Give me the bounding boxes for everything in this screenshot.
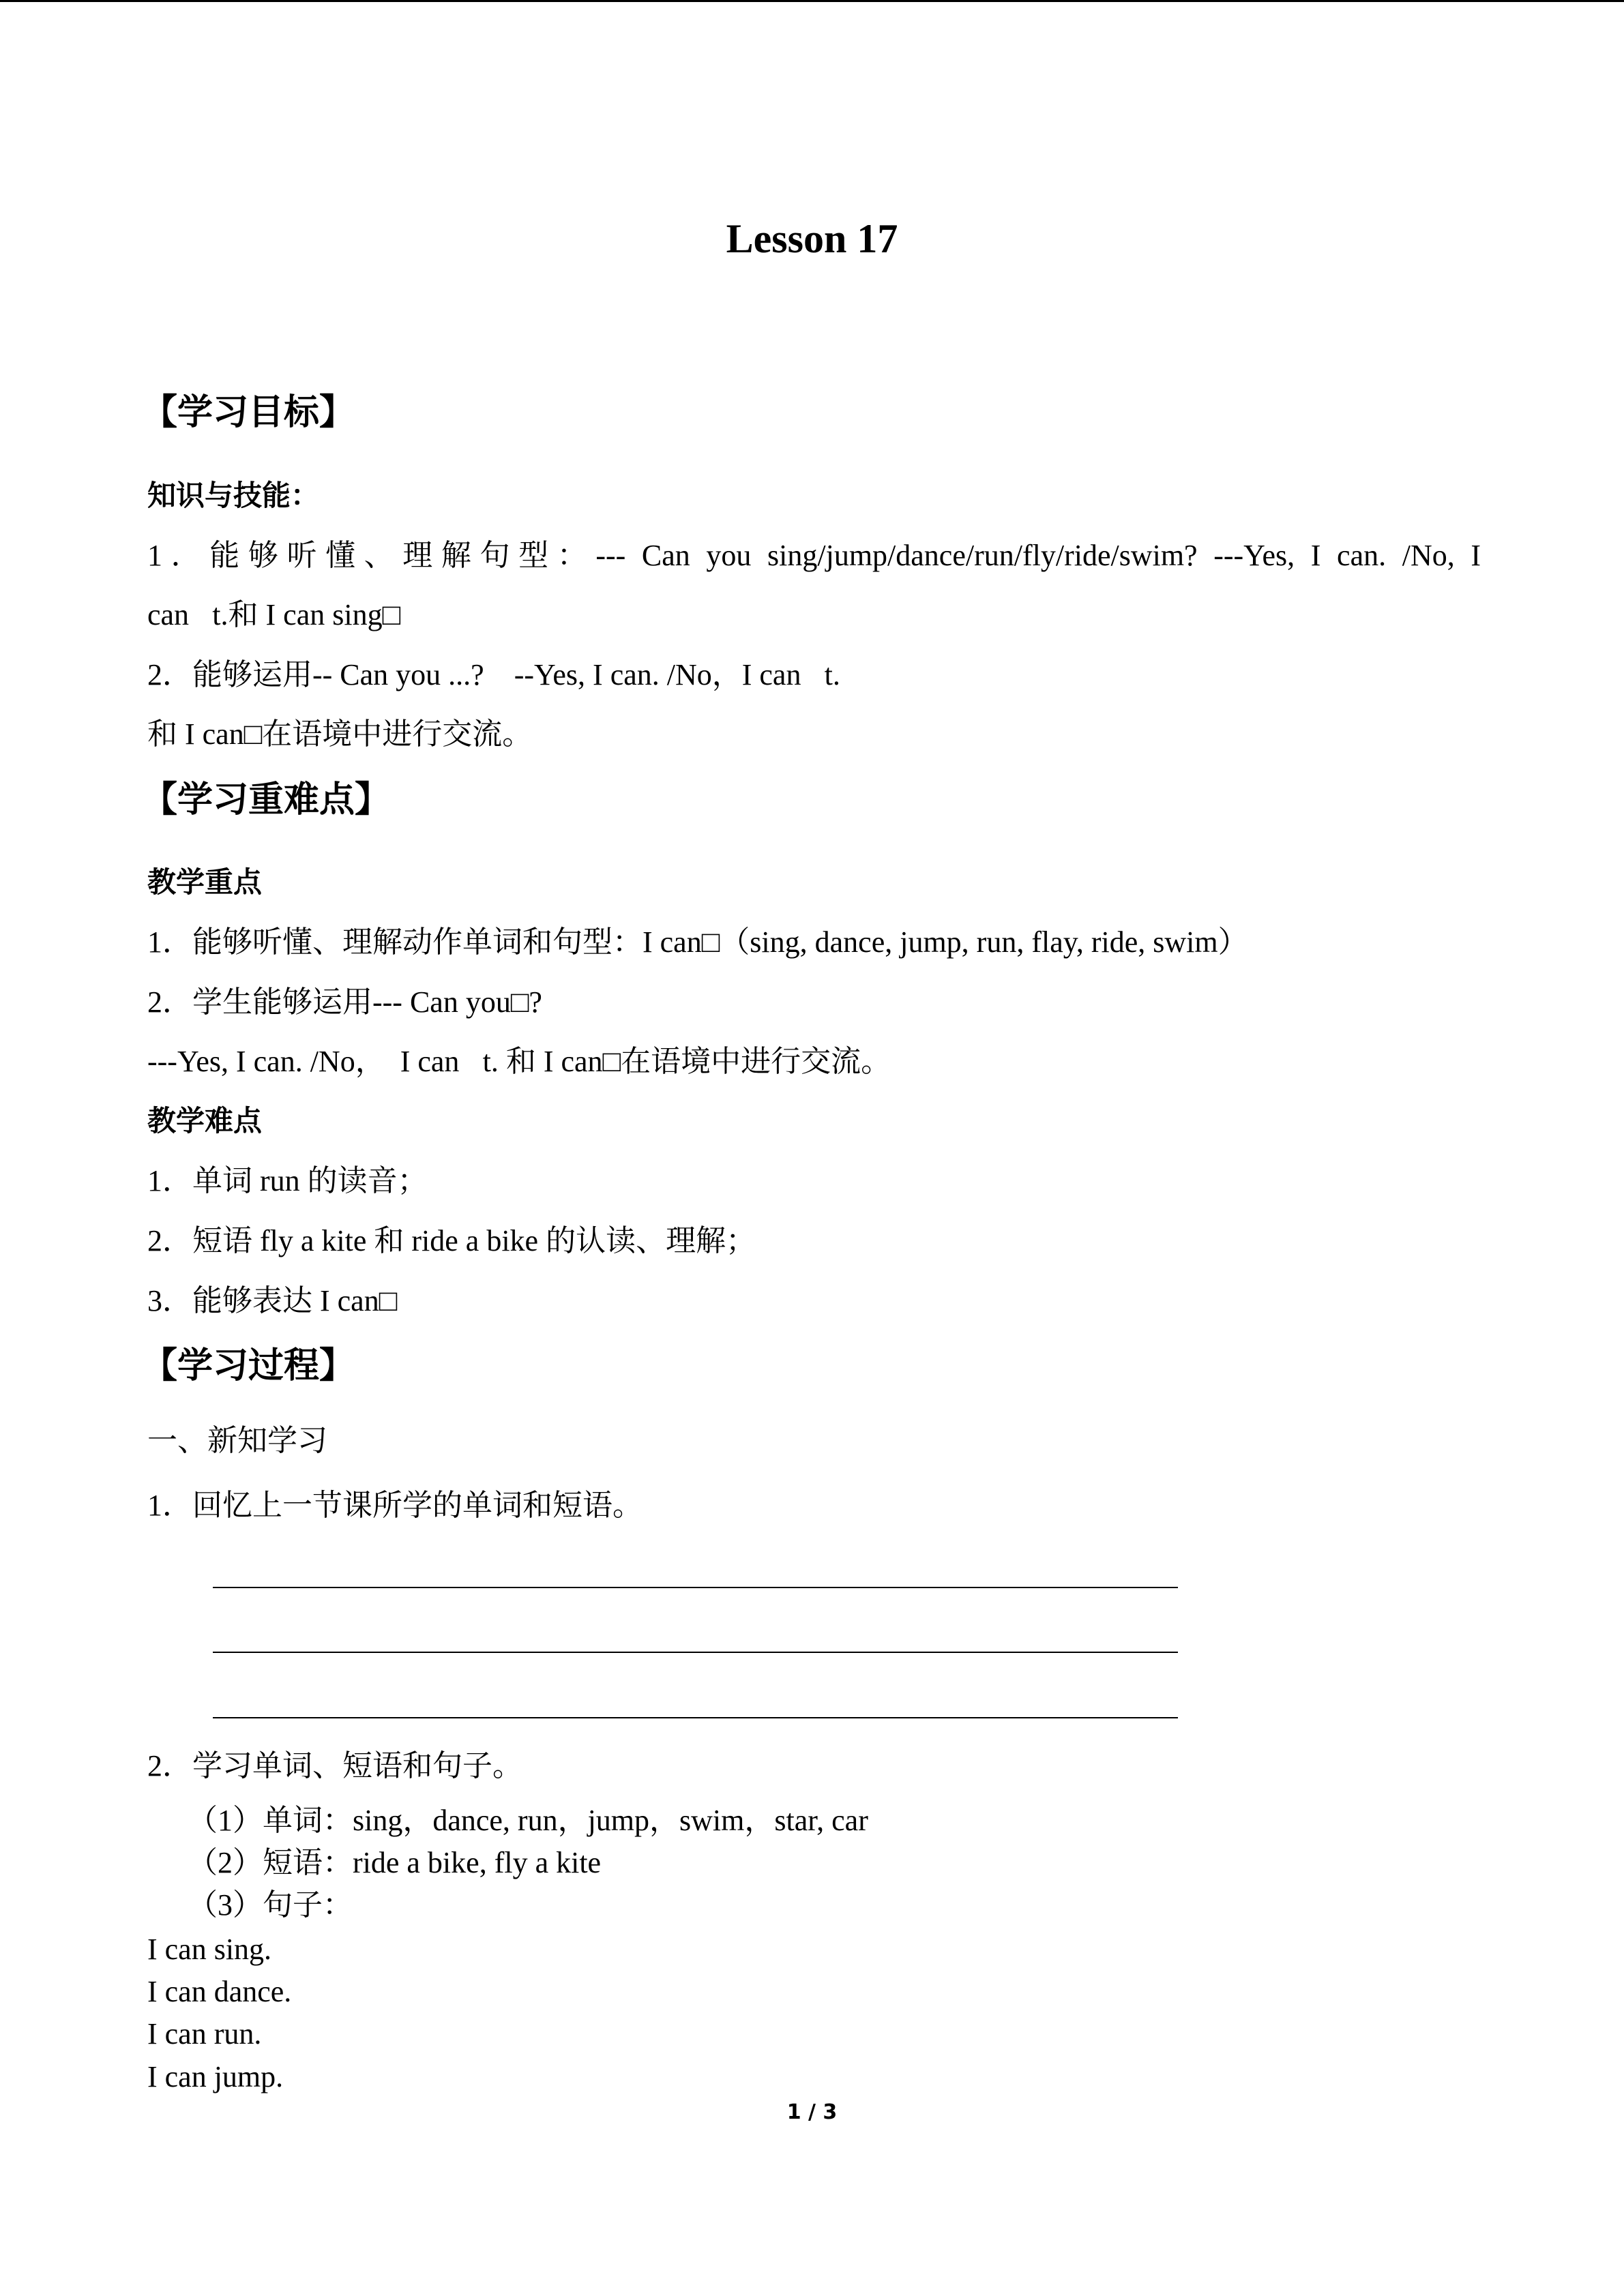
goal-item-1-line-2: can t.和 I can sing□	[147, 598, 401, 631]
difficulty-item-3: 3．能够表达 I can□	[147, 1284, 398, 1317]
process-item-2: 2．学习单词、短语和句子。	[147, 1749, 522, 1783]
heading-key-difficult-points: 【学习重难点】	[142, 779, 391, 820]
sentence-3: I can run.	[147, 2017, 262, 2051]
focus-item-2: 2．学生能够运用--- Can you□?	[147, 985, 542, 1019]
answer-blank-1[interactable]	[213, 1587, 1178, 1588]
difficulty-item-2: 2．短语 fly a kite 和 ride a bike 的认读、理解；	[147, 1224, 756, 1257]
heading-learning-goals: 【学习目标】	[142, 392, 355, 433]
process-item-2-words: （1）单词：sing，dance, run，jump，swim，star, car	[188, 1804, 868, 1837]
focus-item-1: 1．能够听懂、理解动作单词和句型：I can□（sing, dance, jump, run, flay, ride, swim）	[147, 925, 1248, 959]
focus-item-2-continued: ---Yes, I can. /No， I can t. 和 I can□在语境中进行交流。	[147, 1045, 891, 1078]
sentence-4: I can jump.	[147, 2060, 284, 2093]
process-item-2-phrases: （2）短语：ride a bike, fly a kite	[188, 1846, 602, 1879]
subheading-knowledge-skills: 知识与技能：	[147, 479, 320, 512]
document-title: Lesson 17	[726, 216, 898, 261]
goal-item-1-line-1: 1．能够听懂、理解句型：--- Can you sing/jump/dance/run/fly/ride/swim? ---Yes, I can. /No, I	[147, 539, 1481, 572]
subheading-teaching-difficulties: 教学难点	[147, 1104, 263, 1137]
answer-blank-2[interactable]	[213, 1652, 1178, 1653]
sentence-2: I can dance.	[147, 1975, 292, 2008]
answer-blank-3[interactable]	[213, 1717, 1178, 1718]
process-item-1: 1．回忆上一节课所学的单词和短语。	[147, 1489, 643, 1522]
heading-learning-process: 【学习过程】	[142, 1345, 355, 1386]
difficulty-item-1: 1．单词 run 的读音；	[147, 1164, 428, 1197]
page-number: 1 / 3	[786, 2100, 838, 2124]
goal-item-2-line-1: 2．能够运用-- Can you ...? --Yes, I can. /No，I can t.	[147, 658, 840, 691]
process-item-2-sentences: （3）句子：	[188, 1888, 353, 1922]
subheading-teaching-focus: 教学重点	[147, 865, 263, 899]
process-part-1: 一、新知学习	[147, 1424, 327, 1457]
goal-item-2-line-2: 和 I can□在语境中进行交流。	[147, 717, 533, 751]
sentence-1: I can sing.	[147, 1933, 272, 1966]
